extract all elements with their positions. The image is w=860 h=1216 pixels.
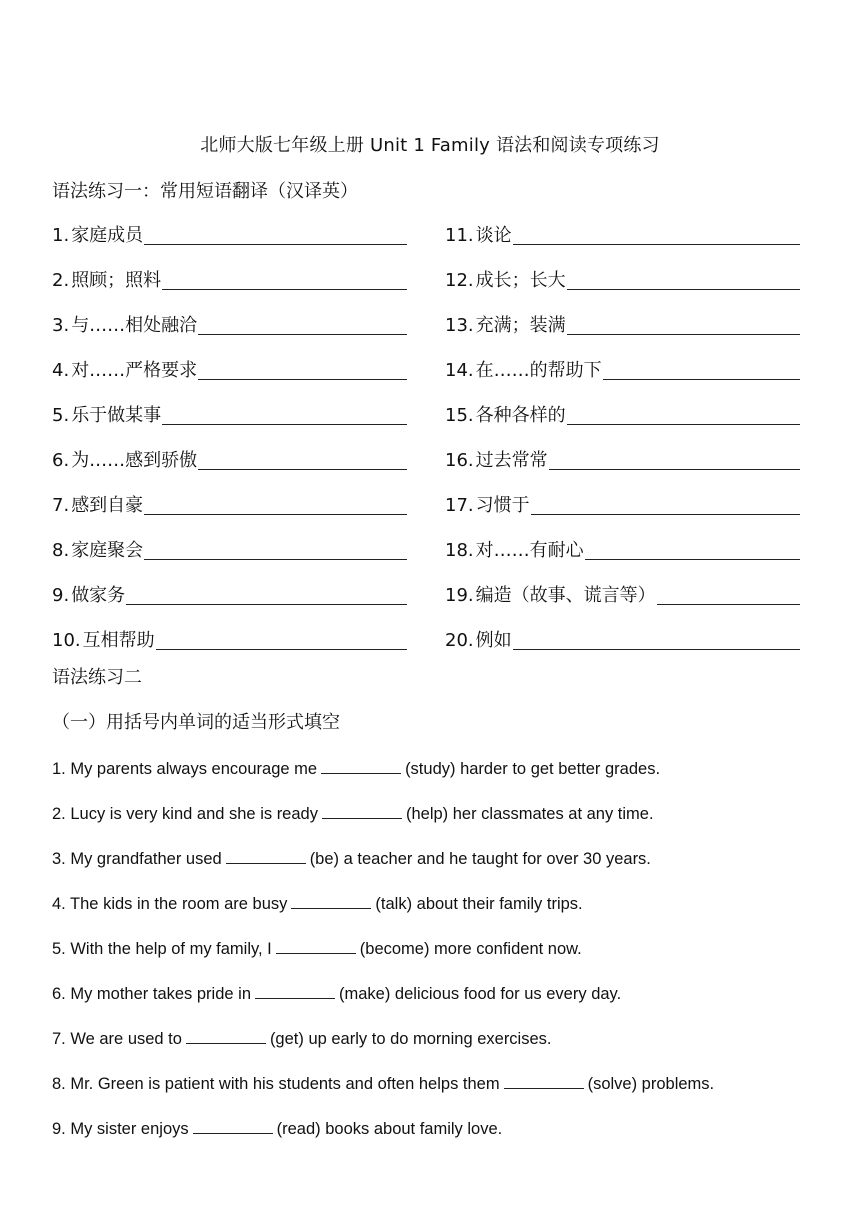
item-number: 7. [52,495,70,516]
fill-blank-sentence [52,1115,832,1160]
sentence-after: (be) a teacher and he taught for over 30 years. [309,850,651,868]
item-number: 4. [52,360,70,381]
item-number: 1. [52,225,70,246]
phrase-text: 过去常常 [475,450,548,471]
answer-line[interactable] [513,627,800,650]
section2-heading: 语法练习二 [52,667,142,688]
phrase-text: 在……的帮助下 [475,360,602,381]
phrase-item [445,537,800,582]
phrase-item [52,267,407,312]
sentence-before: 6. My mother takes pride in [52,985,251,1003]
answer-line[interactable] [198,447,407,470]
answer-line[interactable] [567,267,800,290]
phrase-item [52,357,407,402]
phrase-text: 成长；长大 [475,270,566,291]
item-number: 5. [52,405,70,426]
sentence-after: (help) her classmates at any time. [405,805,654,823]
phrase-text: 编造（故事、谎言等） [475,585,656,606]
answer-line[interactable] [144,492,407,515]
phrase-text: 为……感到骄傲 [71,450,198,471]
answer-line[interactable] [162,267,407,290]
phrase-text: 照顾；照料 [71,270,162,291]
phrase-text: 充满；装满 [475,315,566,336]
answer-line[interactable] [126,582,407,605]
answer-line[interactable] [657,582,800,605]
phrase-text: 各种各样的 [475,405,566,426]
answer-line[interactable] [144,537,407,560]
sentence-before: 3. My grandfather used [52,850,222,868]
item-number: 18. [445,540,474,561]
sentence-after: (talk) about their family trips. [375,895,583,913]
phrase-item [52,222,407,267]
item-number: 6. [52,450,70,471]
phrase-item [445,447,800,492]
phrase-text: 例如 [475,630,512,651]
phrase-text: 谈论 [475,225,512,246]
phrase-item [52,447,407,492]
phrase-item [52,582,407,627]
section1-heading: 语法练习一：常用短语翻译（汉译英） [52,181,358,202]
fill-blank-list [52,755,832,1160]
phrase-text: 做家务 [71,585,126,606]
item-number: 15. [445,405,474,426]
answer-line[interactable] [156,627,407,650]
answer-blank[interactable] [255,980,335,999]
answer-blank[interactable] [322,800,402,819]
answer-blank[interactable] [193,1115,273,1134]
sentence-before: 7. We are used to [52,1030,182,1048]
phrase-text: 互相帮助 [82,630,155,651]
section2-subheading: （一）用括号内单词的适当形式填空 [52,712,340,733]
phrase-column-right [445,222,800,672]
item-number: 8. [52,540,70,561]
phrase-item [445,627,800,672]
answer-line[interactable] [531,492,800,515]
phrase-item [52,402,407,447]
sentence-before: 2. Lucy is very kind and she is ready [52,805,318,823]
fill-blank-sentence [52,890,832,935]
answer-blank[interactable] [504,1070,584,1089]
sentence-before: 8. Mr. Green is patient with his students and often helps them [52,1075,500,1093]
phrase-item [445,582,800,627]
item-number: 20. [445,630,474,651]
answer-blank[interactable] [291,890,371,909]
page-title: 北师大版七年级上册 Unit 1 Family 语法和阅读专项练习 [200,135,660,156]
sentence-after: (make) delicious food for us every day. [339,985,622,1003]
sentence-before: 4. The kids in the room are busy [52,895,288,913]
answer-line[interactable] [603,357,800,380]
item-number: 12. [445,270,474,291]
answer-line[interactable] [585,537,800,560]
item-number: 2. [52,270,70,291]
fill-blank-sentence [52,845,832,890]
sentence-after: (study) harder to get better grades. [405,760,661,778]
phrase-text: 乐于做某事 [71,405,162,426]
phrase-item [52,492,407,537]
item-number: 17. [445,495,474,516]
item-number: 11. [445,225,474,246]
answer-line[interactable] [567,402,800,425]
phrase-text: 家庭成员 [71,225,144,246]
answer-line[interactable] [513,222,800,245]
phrase-text: 习惯于 [475,495,530,516]
sentence-before: 1. My parents always encourage me [52,760,318,778]
fill-blank-sentence [52,980,832,1025]
phrase-item [445,222,800,267]
item-number: 10. [52,630,81,651]
fill-blank-sentence [52,1025,832,1070]
answer-line[interactable] [198,357,407,380]
item-number: 14. [445,360,474,381]
answer-line[interactable] [567,312,800,335]
phrase-item [445,267,800,312]
item-number: 19. [445,585,474,606]
item-number: 3. [52,315,70,336]
phrase-text: 感到自豪 [71,495,144,516]
phrase-column-left [52,222,407,672]
answer-line[interactable] [549,447,800,470]
phrase-item [52,537,407,582]
item-number: 16. [445,450,474,471]
sentence-after: (read) books about family love. [276,1120,503,1138]
sentence-before: 9. My sister enjoys [52,1120,189,1138]
fill-blank-sentence [52,1070,832,1115]
fill-blank-sentence [52,800,832,845]
sentence-after: (become) more confident now. [359,940,582,958]
answer-line[interactable] [144,222,407,245]
sentence-before: 5. With the help of my family, I [52,940,272,958]
answer-line[interactable] [162,402,407,425]
phrase-item [52,312,407,357]
phrase-item [445,402,800,447]
answer-blank[interactable] [276,935,356,954]
phrase-item [445,357,800,402]
sentence-after: (get) up early to do morning exercises. [269,1030,552,1048]
item-number: 9. [52,585,70,606]
phrase-item [445,312,800,357]
phrase-text: 对……有耐心 [475,540,584,561]
item-number: 13. [445,315,474,336]
fill-blank-sentence [52,935,832,980]
answer-blank[interactable] [321,755,401,774]
phrase-item [445,492,800,537]
phrase-text: 家庭聚会 [71,540,144,561]
phrase-text: 对……严格要求 [71,360,198,381]
fill-blank-sentence [52,755,832,800]
sentence-after: (solve) problems. [587,1075,715,1093]
phrase-text: 与……相处融洽 [71,315,198,336]
answer-line[interactable] [198,312,407,335]
answer-blank[interactable] [186,1025,266,1044]
answer-blank[interactable] [226,845,306,864]
